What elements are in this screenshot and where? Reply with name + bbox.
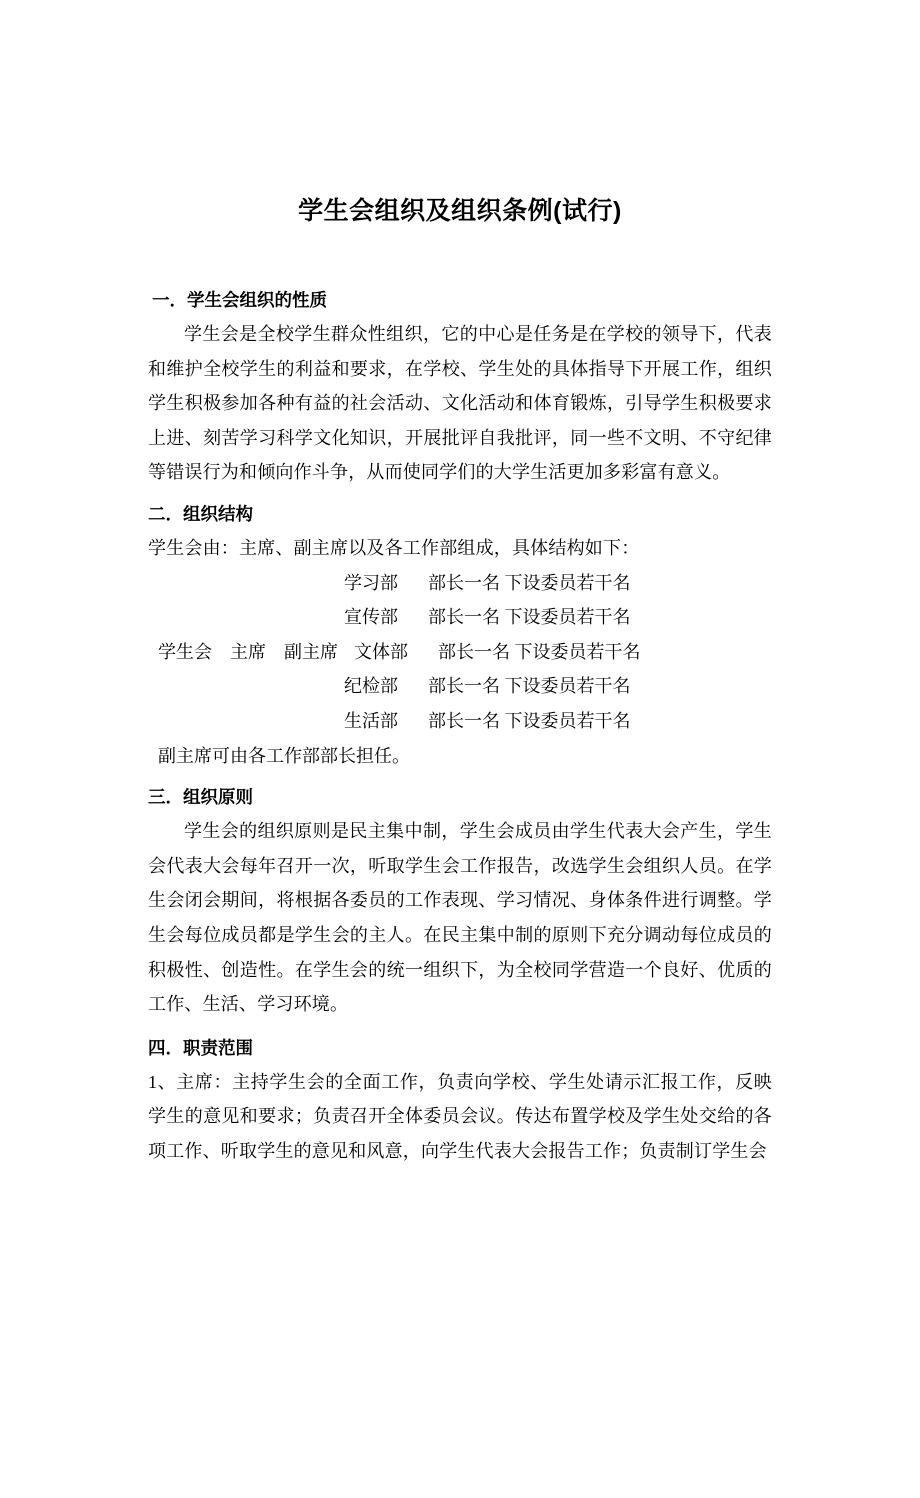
structure-row — [148, 566, 772, 601]
structure-row-detail: 部长一名 下设委员若干名 — [428, 676, 631, 697]
structure-row-department: 宣传部 — [344, 607, 398, 628]
section-intro-structure: 学生会由：主席、副主席以及各工作部组成，具体结构如下： — [148, 538, 640, 559]
section-heading-nature: 一．学生会组织的性质 — [152, 290, 327, 310]
section-body-duties: 1、主席：主持学生会的全面工作，负责向学校、学生处请示汇报工作，反映学生的意见和要求；负责召开全体委员会议。传达布置学校及学生处交给的各项工作、听取学生的意见和风意，向学生代表大会报告工作；负责制订学生会 — [148, 1071, 772, 1161]
structure-row-lead: 学生会 主席 副主席 — [158, 641, 338, 662]
organization-structure-block — [148, 566, 772, 739]
structure-row-detail: 部长一名 下设委员若干名 — [428, 572, 631, 593]
structure-row — [148, 669, 772, 704]
document-page — [0, 196, 920, 1498]
structure-note: 副主席可由各工作部部长担任。 — [158, 745, 410, 766]
structure-row — [148, 635, 772, 670]
section-body-principles: 学生会的组织原则是民主集中制，学生会成员由学生代表大会产生，学生会代表大会每年召开一次，听取学生会工作报告，改选学生会组织人员。在学生会闭会期间，将根据各委员的工作表现、学习情况、身体条件进行调整。学生会每位成员都是学生会的主人。在民主集中制的原则下充分调动每位成员的积极性、创造性。在学生会的统一组织下，为全校同学营造一个良好、优质的工作、生活、学习环境。 — [148, 821, 772, 1015]
structure-row-department: 生活部 — [344, 710, 398, 731]
structure-row-detail: 部长一名 下设委员若干名 — [438, 641, 641, 662]
structure-row — [148, 600, 772, 635]
section-heading-principles: 三．组织原则 — [148, 787, 253, 808]
section-heading-duties: 四．职责范围 — [148, 1037, 253, 1058]
structure-row-detail: 部长一名 下设委员若干名 — [428, 710, 631, 731]
page-title: 学生会组织及组织条例(试行) — [298, 197, 622, 225]
structure-row-department: 纪检部 — [344, 676, 398, 697]
structure-row-department: 文体部 — [354, 641, 408, 662]
section-heading-structure: 二．组织结构 — [148, 503, 253, 524]
section-body-nature: 学生会是全校学生群众性组织，它的中心是任务是在学校的领导下，代表和维护全校学生的利益和要求，在学校、学生处的具体指导下开展工作，组织学生积极参加各种有益的社会活动、文化活动和体育锻炼，引导学生积极要求上进、刻苦学习科学文化知识，开展批评自我批评，同一些不文明、不守纪律等错误行为和倾向作斗争，从而使同学们的大学生活更加多彩富有意义。 — [148, 324, 772, 483]
structure-row — [148, 704, 772, 739]
structure-row-department: 学习部 — [344, 572, 398, 593]
structure-row-detail: 部长一名 下设委员若干名 — [428, 607, 631, 628]
